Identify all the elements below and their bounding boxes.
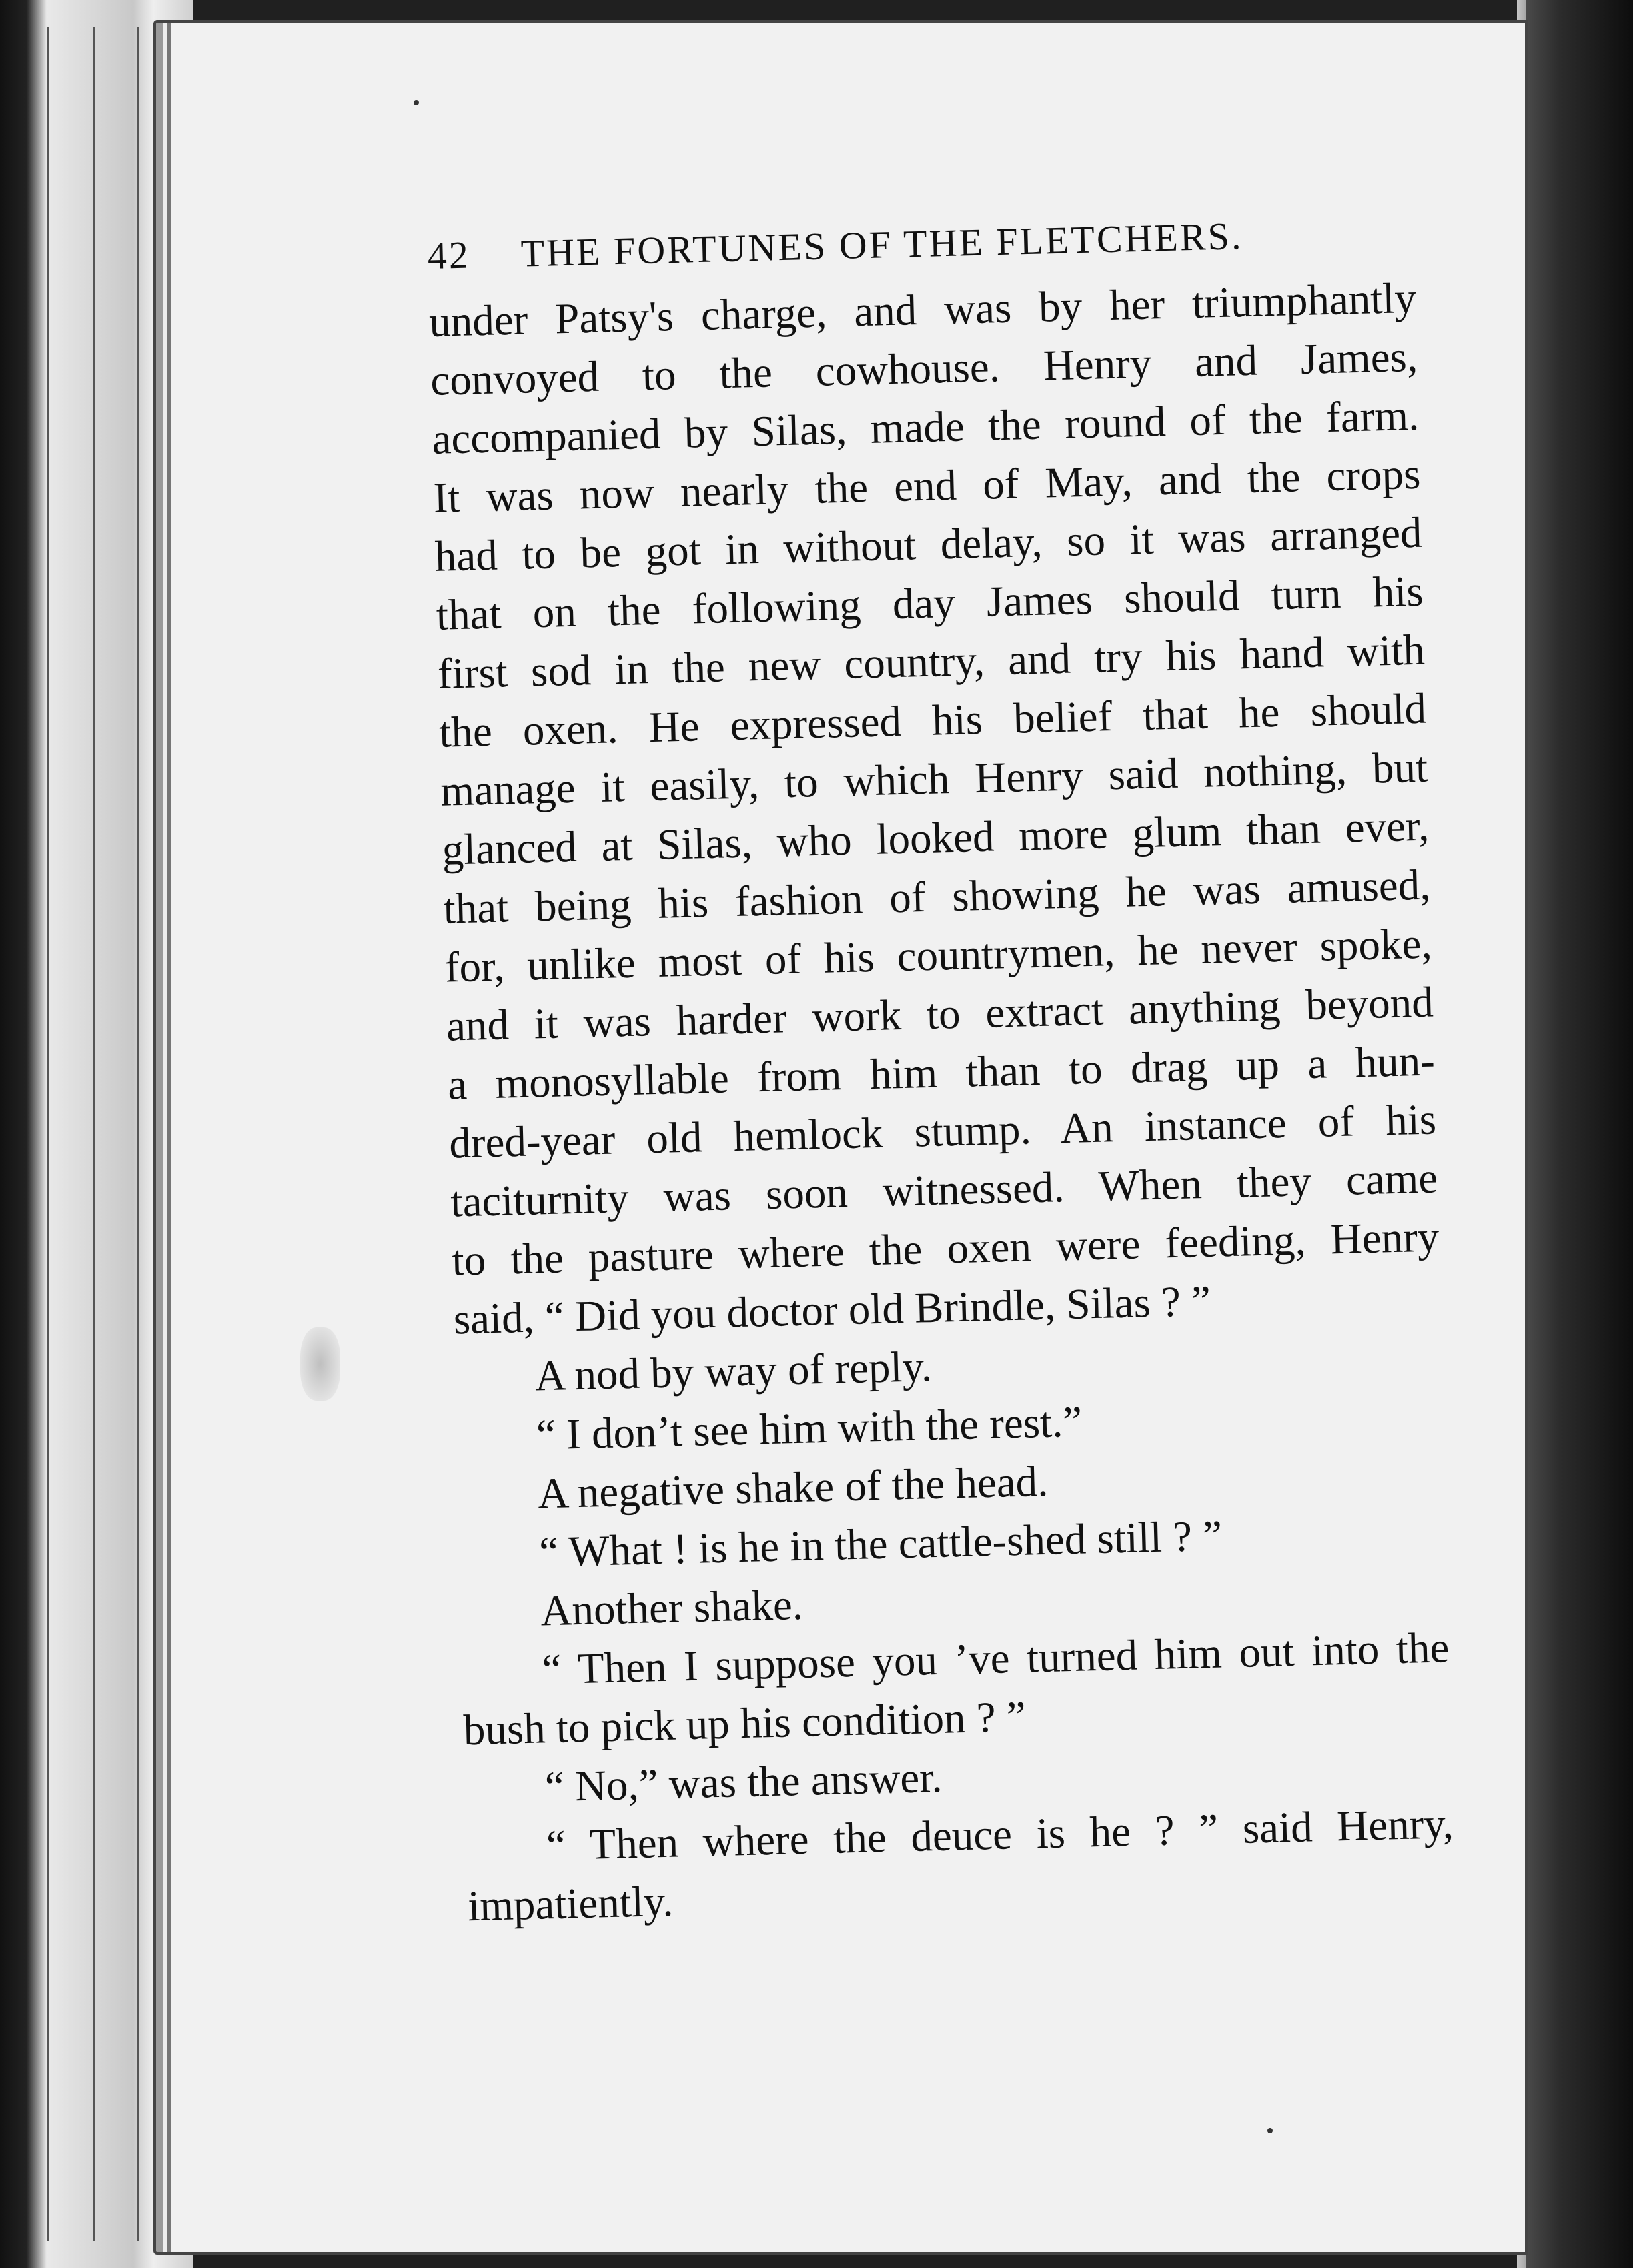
text-line: said, “ Did you doctor old Brindle, Silas ? ” xyxy=(452,1277,1211,1344)
text-line: first sod in the new country, and try his hand with xyxy=(437,626,1426,698)
text-line: glanced at Silas, who looked more glum than ever, xyxy=(441,802,1430,875)
text-line: impatiently. xyxy=(467,1877,674,1931)
text-line: that on the following day James should turn his xyxy=(436,567,1424,640)
text-line: It was now nearly the end of May, and the crops xyxy=(432,450,1422,522)
text-line: a monosyllable from him than to drag up a hun- xyxy=(447,1037,1436,1109)
text-line: “ What ! is he in the cattle-shed still ? ” xyxy=(538,1512,1223,1577)
text-line: the oxen. He expressed his belief that he should xyxy=(438,684,1427,757)
text-line: “ No,” was the answer. xyxy=(544,1753,943,1812)
text-line: accompanied by Silas, made the round of the farm. xyxy=(431,391,1420,464)
text-line: for, unlike most of his countrymen, he never spoke, xyxy=(444,919,1433,992)
text-line: dred-year old hemlock stump. An instance of his xyxy=(448,1095,1437,1168)
text-line: A negative shake of the head. xyxy=(537,1457,1049,1518)
text-line: manage it easily, to which Henry said nothing, but xyxy=(440,743,1428,816)
page-edge-line xyxy=(137,27,139,2241)
page-text xyxy=(427,207,1549,1936)
page-edge-line xyxy=(47,27,49,2241)
running-title: THE FORTUNES OF THE FLETCHERS. xyxy=(520,214,1244,275)
text-line: Another shake. xyxy=(540,1580,804,1636)
text-line: “ I don’t see him with the rest.” xyxy=(536,1397,1083,1460)
dust-speck xyxy=(414,100,419,105)
text-line: to the pasture where the oxen were feeding, Henry xyxy=(451,1213,1440,1285)
page-number: 42 xyxy=(427,233,471,277)
text-line: under Patsy's charge, and was by her triumphantly xyxy=(428,273,1417,346)
text-line: convoyed to the cowhouse. Henry and James, xyxy=(430,332,1418,405)
text-line: had to be got in without delay, so it was arranged xyxy=(434,508,1423,581)
text-line: and it was harder work to extract anything beyond xyxy=(446,978,1434,1051)
text-line: “ Then I suppose you ’ve turned him out into the xyxy=(541,1624,1450,1694)
page-smudge xyxy=(300,1327,340,1401)
page-edge-line xyxy=(93,27,95,2241)
binding-shadow-right xyxy=(1526,0,1633,2268)
text-line: that being his fashion of showing he was amused, xyxy=(442,861,1432,933)
dust-speck xyxy=(1267,2128,1273,2133)
text-line: taciturnity was soon witnessed. When they came xyxy=(450,1154,1438,1227)
text-line: “ Then where the deuce is he ? ” said Henry, xyxy=(546,1800,1454,1870)
text-line: A nod by way of reply. xyxy=(534,1343,933,1401)
text-line: bush to pick up his condition ? ” xyxy=(462,1692,1027,1755)
